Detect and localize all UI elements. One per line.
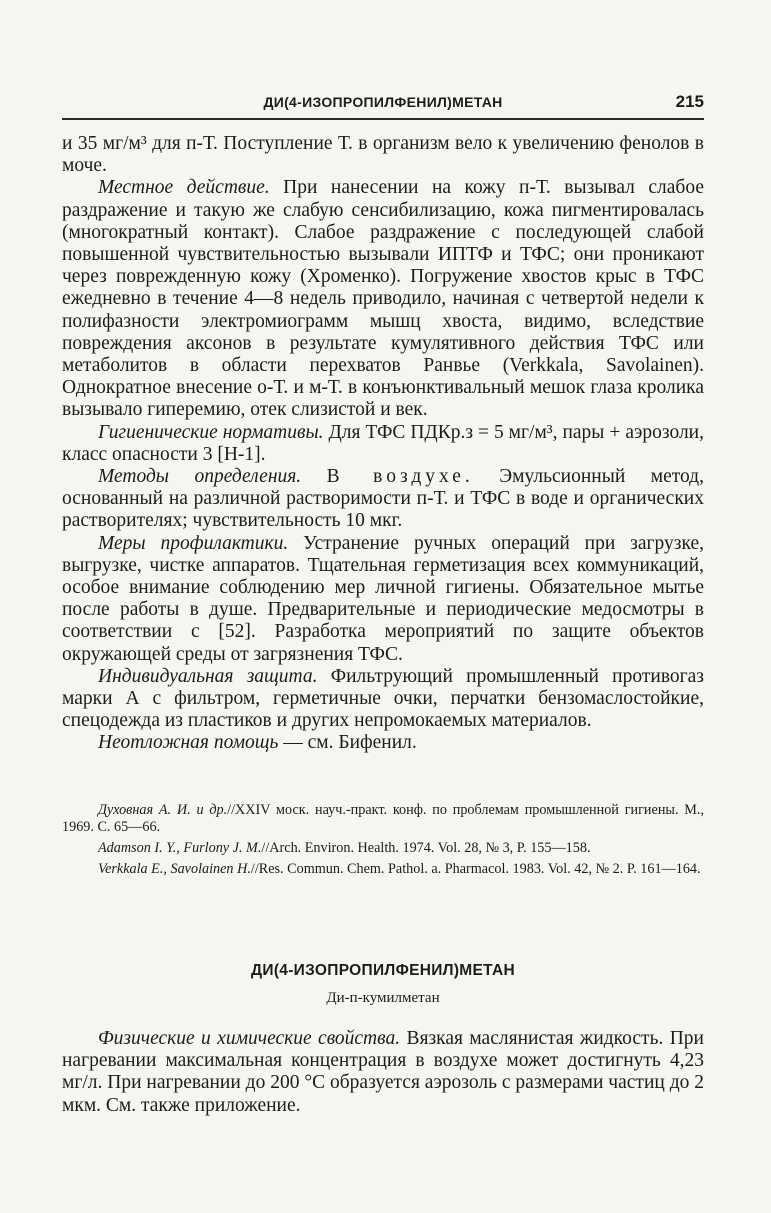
- paragraph-text: Эмульсионный метод, основанный на различной растворимости п-Т. и ТФС в воде и органических растворителях; чувствительность 10 мкг.: [62, 466, 704, 532]
- paragraph-protection: [62, 666, 704, 733]
- paragraph-local-action: [62, 177, 704, 421]
- paragraph-heading: Гигиенические нормативы.: [98, 421, 324, 443]
- paragraph-text: — см. Бифенил.: [278, 732, 417, 754]
- reference-authors: Духовная А. И. и др.: [98, 802, 228, 818]
- paragraph-prevention: [62, 533, 704, 666]
- spaced-subheading: В воздухе.: [326, 466, 474, 488]
- page-number: 215: [675, 92, 704, 111]
- reference-authors: Adamson I. Y., Furlony J. M.: [98, 840, 262, 857]
- paragraph-text: Устранение ручных операций при загрузке, выгрузке, чистке аппаратов. Тщательная герметизация всех коммуникаций, особое внимание соблюдению мер личной гигиены. Обязательное мытье после работы в душе. Предварительные и периодические медосмотры в соответствии с [52]. Разработка мероприятий по защите объектов окружающей среды от загрязнения ТФС.: [62, 532, 705, 665]
- paragraph: [62, 133, 704, 177]
- paragraph-text: и 35 мг/м³ для п-Т. Поступление Т. в организм вело к увеличению фенолов в моче.: [62, 133, 704, 177]
- paragraph-first-aid: [62, 732, 704, 754]
- paragraph-text: Вязкая маслянистая жидкость. При нагревании максимальная концентрация в воздухе может достигнуть 4,23 мг/л. При нагревании до 200 °С образуется аэрозоль с размерами частиц до 2 мкм. См. также приложение.: [62, 1028, 704, 1116]
- reference-item: [62, 861, 704, 878]
- reference-source: //Res. Commun. Chem. Pathol. a. Pharmacol. 1983. Vol. 42, № 2. P. 161—164.: [250, 860, 701, 877]
- running-head: [62, 94, 704, 118]
- paragraph-heading: Местное действие.: [98, 177, 270, 199]
- paragraph-properties: [62, 1028, 704, 1117]
- paragraph-heading: Индивидуальная защита.: [98, 665, 318, 687]
- reference-item: [62, 802, 704, 835]
- paragraph-heading: Методы определения.: [98, 466, 302, 488]
- section-subtitle: Ди-п-кумилметан: [326, 990, 440, 1006]
- main-text: [62, 133, 704, 755]
- reference-item: [62, 840, 704, 857]
- section-text: [62, 1028, 704, 1117]
- reference-source: //Arch. Environ. Health. 1974. Vol. 28, № 3, P. 155—158.: [261, 840, 591, 857]
- paragraph-methods: [62, 466, 704, 533]
- paragraph-hygiene-norms: [62, 422, 704, 466]
- reference-list: [62, 802, 704, 877]
- running-title: ДИ(4-ИЗОПРОПИЛФЕНИЛ)МЕТАН: [263, 94, 503, 110]
- header-rule: [62, 118, 704, 120]
- paragraph-text: Фильтрующий промышленный противогаз марки А с фильтром, герметичные очки, перчатки бензомаслостойкие, спецодежда из пластиков и других непромокаемых материалов.: [62, 665, 704, 732]
- paragraph-text: При нанесении на кожу п-Т. вызывал слабое раздражение и такую же слабую сенсибилизацию, кожа пигментировалась (многократный контакт). Слабое раздражение с последующей слабой повышенной чувствительностью вызывали ИПТФ и ТФС; они проникают через поврежденную кожу (Хроменко). Погружение хвостов крыс в ТФС ежедневно в течение 4—8 недель приводило, начиная с четвертой недели к полифазности электромиограмм мышц хвоста, видимо, вследствие повреждения аксонов в результате кумулятивного действия ТФС или метаболитов в области перехватов Ранвье (Verkkala, Savolainen). Однократное внесение о-Т. и м-Т. в конъюнктивальный мешок глаза кролика вызывало гиперемию, отек слизистой и век.: [62, 177, 704, 421]
- paragraph-heading: Физические и химические свойства.: [98, 1028, 401, 1049]
- paragraph-heading: Неотложная помощь: [98, 732, 279, 754]
- reference-authors: Verkkala E., Savolainen H.: [98, 860, 251, 877]
- reference-source: //XXIV моск. науч.-практ. конф. по проблемам промышленной гигиены. М., 1969. С. 65—66.: [62, 802, 704, 835]
- paragraph-heading: Меры профилактики.: [98, 532, 289, 554]
- paragraph-text: Для ТФС ПДКр.з = 5 мг/м³, пары + аэрозоли, класс опасности 3 [Н-1].: [62, 421, 704, 465]
- section-title: ДИ(4-ИЗОПРОПИЛФЕНИЛ)МЕТАН: [251, 962, 515, 979]
